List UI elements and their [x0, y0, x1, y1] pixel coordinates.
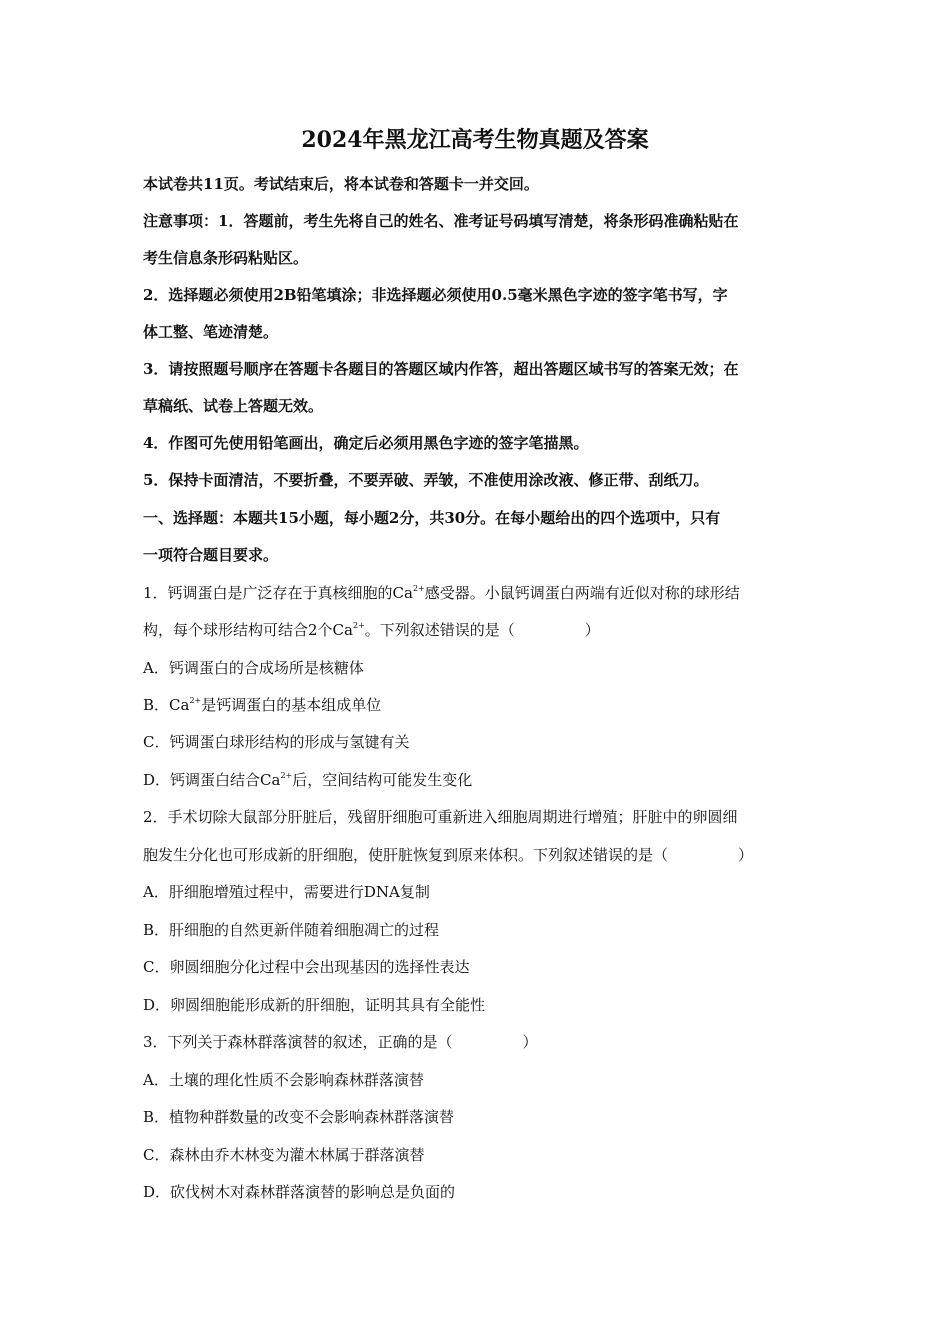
q1-option-a: A．钙调蛋白的合成场所是核糖体 [143, 659, 364, 677]
q3-option-d: D．砍伐树木对森林群落演替的影响总是负面的 [143, 1183, 456, 1201]
q2-stem-line-1: 2．手术切除大鼠部分肝脏后，残留肝细胞可重新进入细胞周期进行增殖；肝脏中的卵圆细 [143, 808, 738, 826]
q3-option-b: B．植物种群数量的改变不会影响森林群落演替 [143, 1108, 455, 1126]
q2-option-d: D．卵圆细胞能形成新的肝细胞，证明其具有全能性 [143, 996, 486, 1014]
q3-option-c: C．森林由乔木林变为灌木林属于群落演替 [143, 1146, 425, 1164]
q3-option-a: A．土壤的理化性质不会影响森林群落演替 [143, 1071, 424, 1089]
superscript: 2+ [352, 621, 365, 630]
superscript: 2+ [189, 696, 202, 705]
note-1-line-2: 考生信息条形码粘贴区。 [143, 249, 309, 267]
q2-stem-line-2: 胞发生分化也可形成新的肝细胞，使肝脏恢复到原来体积。下列叙述错误的是（ ） [143, 846, 754, 864]
note-2-line-2: 体工整、笔迹清楚。 [143, 323, 279, 341]
page-title: 2024年黑龙江高考生物真题及答案 [301, 127, 649, 153]
q2-option-c: C．卵圆细胞分化过程中会出现基因的选择性表达 [143, 958, 470, 976]
note-2-line-1: 2．选择题必须使用2B铅笔填涂；非选择题必须使用0.5毫米黑色字迹的签字笔书写，字 [143, 286, 728, 304]
q1-stem-line-2: 构，每个球形结构可结合2个$Ca^{2+}$。下列叙述错误的是（ ） [143, 621, 600, 639]
note-5: 5．保持卡面清洁，不要折叠，不要弄破、弄皱，不准使用涂改液、修正带、刮纸刀。 [143, 471, 709, 489]
superscript: 2+ [280, 771, 293, 780]
q2-option-b: B．肝细胞的自然更新伴随着细胞凋亡的过程 [143, 921, 440, 939]
q3-stem: 3．下列关于森林群落演替的叙述，正确的是（ ） [143, 1033, 538, 1051]
note-3-line-1: 3．请按照题号顺序在答题卡各题目的答题区域内作答，超出答题区域书写的答案无效；在 [143, 360, 739, 378]
q1-stem-line-1: 1．钙调蛋白是广泛存在于真核细胞的$Ca^{2+}$感受器。小鼠钙调蛋白两端有近似对称的球形结 [143, 584, 740, 602]
q1-option-d: D．钙调蛋白结合$Ca^{2+}$后，空间结构可能发生变化 [143, 771, 473, 789]
section-heading-line-2: 一项符合题目要求。 [143, 546, 279, 564]
note-3-line-2: 草稿纸、试卷上答题无效。 [143, 397, 324, 415]
section-heading-line-1: 一、选择题：本题共15小题，每小题2分，共30分。在每小题给出的四个选项中，只有 [143, 509, 721, 527]
q1-option-b: B．$Ca^{2+}$是钙调蛋白的基本组成单位 [143, 696, 382, 714]
note-4: 4．作图可先使用铅笔画出，确定后必须用黑色字迹的签字笔描黑。 [143, 434, 589, 452]
q1-option-c: C．钙调蛋白球形结构的形成与氢键有关 [143, 733, 410, 751]
exam-intro: 本试卷共11页。考试结束后，将本试卷和答题卡一并交回。 [143, 175, 539, 193]
note-1-line-1: 注意事项：1．答题前，考生先将自己的姓名、准考证号码填写清楚，将条形码准确粘贴在 [143, 212, 739, 230]
superscript: 2+ [412, 584, 425, 593]
q2-option-a: A．肝细胞增殖过程中，需要进行DNA复制 [143, 883, 430, 901]
